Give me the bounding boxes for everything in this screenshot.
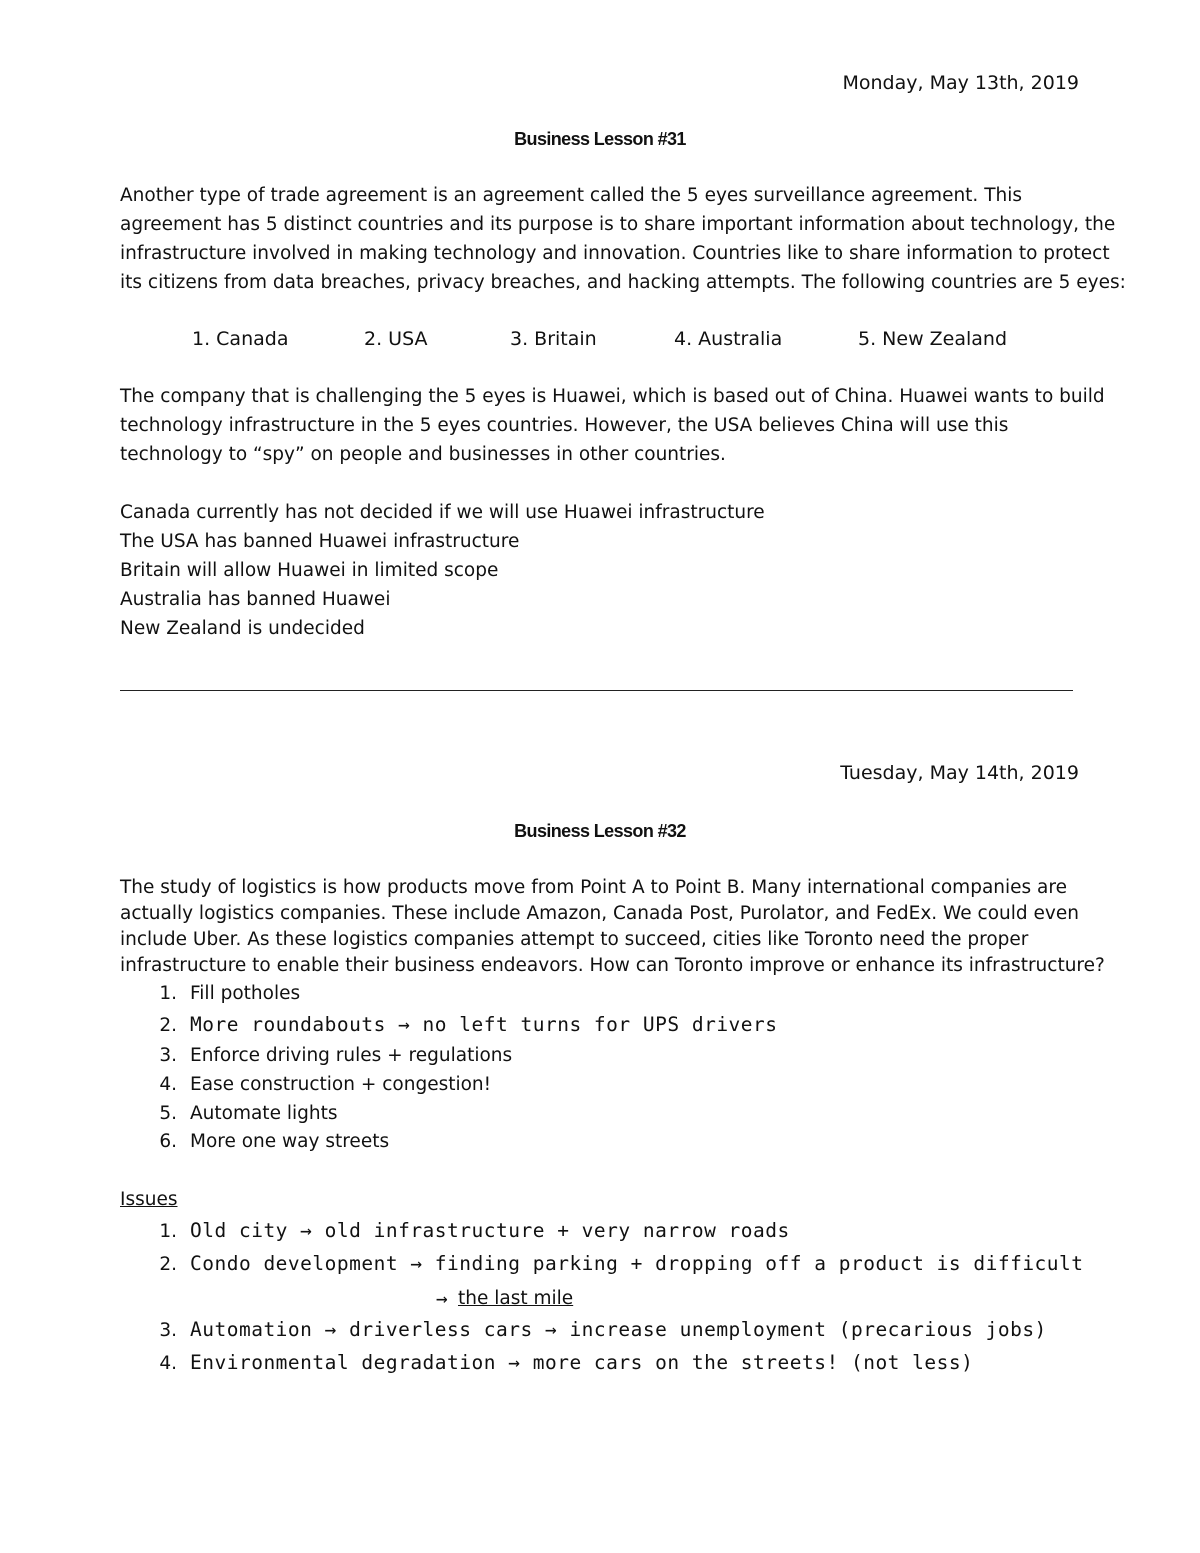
list-number: 3. — [159, 1045, 177, 1066]
paragraph-line: technology to “spy” on people and businesses in other countries. — [120, 444, 726, 465]
list-number: 1. — [159, 983, 177, 1004]
lesson-32-date: Tuesday, May 14th, 2019 — [840, 762, 1079, 784]
paragraph-line: infrastructure to enable their business endeavors. How can Toronto improve or enhance its infrastructure? — [120, 955, 1105, 976]
lesson-31-date: Monday, May 13th, 2019 — [842, 72, 1079, 94]
paragraph-line: technology infrastructure in the 5 eyes countries. However, the USA believes China will use this — [120, 415, 1009, 436]
list-number: 4. — [159, 1074, 177, 1095]
country-item: 3. Britain — [510, 328, 597, 350]
paragraph-line: actually logistics companies. These include Amazon, Canada Post, Purolator, and FedEx. We could even — [120, 903, 1079, 924]
country-item: 5. New Zealand — [858, 328, 1008, 350]
issue-item-handwritten: Environmental degradation → more cars on the streets! (not less) — [190, 1351, 974, 1374]
status-line: Australia has banned Huawei — [120, 589, 391, 610]
paragraph-line: include Uber. As these logistics companies attempt to succeed, cities like Toronto need the proper — [120, 929, 1029, 950]
list-item: Automate lights — [190, 1103, 338, 1124]
list-number: 6. — [159, 1131, 177, 1152]
country-item: 2. USA — [364, 328, 428, 350]
lesson-31-challenge — [120, 382, 1105, 469]
lesson-31-title: Business Lesson #31 — [514, 129, 686, 149]
paragraph-line: The company that is challenging the 5 eyes is Huawei, which is based out of China. Huawei wants to build — [120, 386, 1105, 407]
paragraph-line: Another type of trade agreement is an agreement called the 5 eyes surveillance agreement. This — [120, 185, 1023, 206]
list-number: 2. — [159, 1254, 177, 1275]
list-number: 5. — [159, 1103, 177, 1124]
list-item: Fill potholes — [190, 983, 301, 1004]
list-number: 2. — [159, 1015, 177, 1036]
list-number: 4. — [159, 1353, 177, 1374]
issue-item-handwritten: Condo development → finding parking + dropping off a product is difficult — [190, 1252, 1084, 1275]
status-line: New Zealand is undecided — [120, 618, 365, 639]
paragraph-line: infrastructure involved in making technology and innovation. Countries like to share information to protect — [120, 243, 1110, 264]
list-number: 3. — [159, 1320, 177, 1341]
issues-heading: Issues — [120, 1189, 178, 1210]
country-item: 1. Canada — [192, 328, 289, 350]
list-item: Enforce driving rules + regulations — [190, 1045, 513, 1066]
status-line: The USA has banned Huawei infrastructure — [120, 531, 520, 552]
status-line: Canada currently has not decided if we will use Huawei infrastructure — [120, 502, 765, 523]
paragraph-line: The study of logistics is how products move from Point A to Point B. Many international companies are — [120, 877, 1067, 898]
issue-item-handwritten: Automation → driverless cars → increase unemployment (precarious jobs) — [190, 1318, 1047, 1341]
lesson-31-status-list — [120, 498, 1100, 643]
arrow-icon: → — [436, 1287, 449, 1310]
status-line: Britain will allow Huawei in limited scope — [120, 560, 499, 581]
list-number: 1. — [159, 1221, 177, 1242]
paragraph-line: agreement has 5 distinct countries and its purpose is to share important information about technology, the — [120, 214, 1116, 235]
list-item: More one way streets — [190, 1131, 390, 1152]
paragraph-line: its citizens from data breaches, privacy breaches, and hacking attempts. The following countries are 5 eyes: — [120, 272, 1126, 293]
lesson-32-title: Business Lesson #32 — [514, 821, 686, 841]
list-item: Ease construction + congestion! — [190, 1074, 492, 1095]
lesson-32-intro — [120, 875, 1105, 979]
lesson-31-intro — [120, 181, 1126, 297]
issue-item-handwritten: Old city → old infrastructure + very narrow roads — [190, 1219, 790, 1242]
list-item-handwritten: More roundabouts → no left turns for UPS drivers — [190, 1013, 778, 1036]
last-mile-note: the last mile — [458, 1288, 574, 1309]
country-item: 4. Australia — [674, 328, 783, 350]
section-divider — [120, 690, 1073, 691]
